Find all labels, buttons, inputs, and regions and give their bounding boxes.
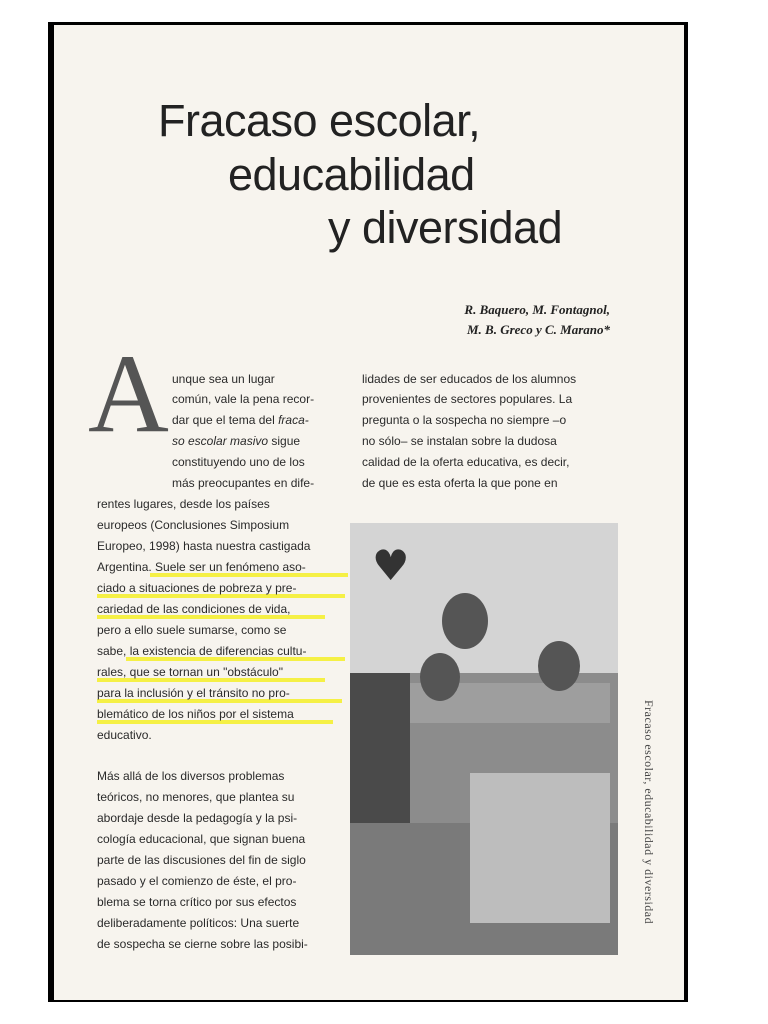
text-line: no sólo– se instalan sobre la dudosa xyxy=(362,434,557,448)
text-line: más preocupantes en dife- xyxy=(172,476,315,490)
teacher-figure xyxy=(442,593,488,649)
drop-cap: A xyxy=(88,332,169,456)
text-line: ciado a situaciones de pobreza y pre- xyxy=(97,581,297,595)
text-line: lidades de ser educados de los alumnos xyxy=(362,372,577,386)
text-line: calidad de la oferta educativa, es decir, xyxy=(362,455,570,469)
authors-line-2: M. B. Greco y C. Marano* xyxy=(466,322,610,337)
text-line: abordaje desde la pedagogía y la psi- xyxy=(97,811,298,825)
title-line-1: Fracaso escolar, xyxy=(158,95,481,146)
italic-term: fraca- xyxy=(278,413,309,427)
text-line: rentes lugares, desde los países xyxy=(97,497,270,511)
text-line xyxy=(172,433,300,449)
text-line: europeos (Conclusiones Simposium xyxy=(97,518,290,532)
title-line-2: educabilidad xyxy=(228,149,475,200)
text-line: Más allá de los diversos problemas xyxy=(97,769,285,783)
text-line: sabe, la existencia de diferencias cultu- xyxy=(97,644,307,658)
text-line: teóricos, no menores, que plantea su xyxy=(97,790,295,804)
text-line xyxy=(172,412,309,428)
authors-line-1: R. Baquero, M. Fontagnol, xyxy=(464,302,610,317)
text-line: cología educacional, que signan buena xyxy=(97,832,306,846)
italic-term: so escolar masivo xyxy=(172,434,269,448)
text-line: de que es esta oferta la que pone en xyxy=(362,476,558,490)
text-line: para la inclusión y el tránsito no pro- xyxy=(97,686,290,700)
text-line: común, vale la pena recor- xyxy=(172,392,315,406)
title-line-3: y diversidad xyxy=(328,202,563,253)
text-line: pregunta o la sospecha no siempre –o xyxy=(362,413,567,427)
text-line: constituyendo uno de los xyxy=(172,455,305,469)
text-line: unque sea un lugar xyxy=(172,372,275,386)
text-line: educativo. xyxy=(97,728,152,742)
text-line: Europeo, 1998) hasta nuestra castigada xyxy=(97,539,311,553)
text-line: rales, que se tornan un "obstáculo" xyxy=(97,665,283,679)
heart-icon: ♥ xyxy=(372,541,410,590)
text-line: Argentina. Suele ser un fenómeno aso- xyxy=(97,560,306,574)
text-line: deliberadamente políticos: Una suerte xyxy=(97,916,300,930)
text-line: de sospecha se cierne sobre las posibi- xyxy=(97,937,308,951)
text-span: dar que el tema del xyxy=(172,413,279,427)
classroom-photo xyxy=(350,523,618,955)
text-span: sigue xyxy=(268,434,301,448)
text-line: pero a ello suele sumarse, como se xyxy=(97,623,287,637)
running-head-text: Fracaso escolar, educabilidad y diversidad xyxy=(642,700,656,925)
text-line: pasado y el comienzo de éste, el pro- xyxy=(97,874,297,888)
photo-bench xyxy=(470,773,610,923)
text-line: provenientes de sectores populares. La xyxy=(362,392,573,406)
text-line: blema se torna crítico por sus efectos xyxy=(97,895,297,909)
child-figure xyxy=(538,641,580,691)
running-head xyxy=(642,700,660,960)
text-line: parte de las discusiones del fin de siglo xyxy=(97,853,306,867)
child-figure xyxy=(420,653,460,701)
text-line: cariedad de las condiciones de vida, xyxy=(97,602,291,616)
text-line: blemático de los niños por el sistema xyxy=(97,707,294,721)
